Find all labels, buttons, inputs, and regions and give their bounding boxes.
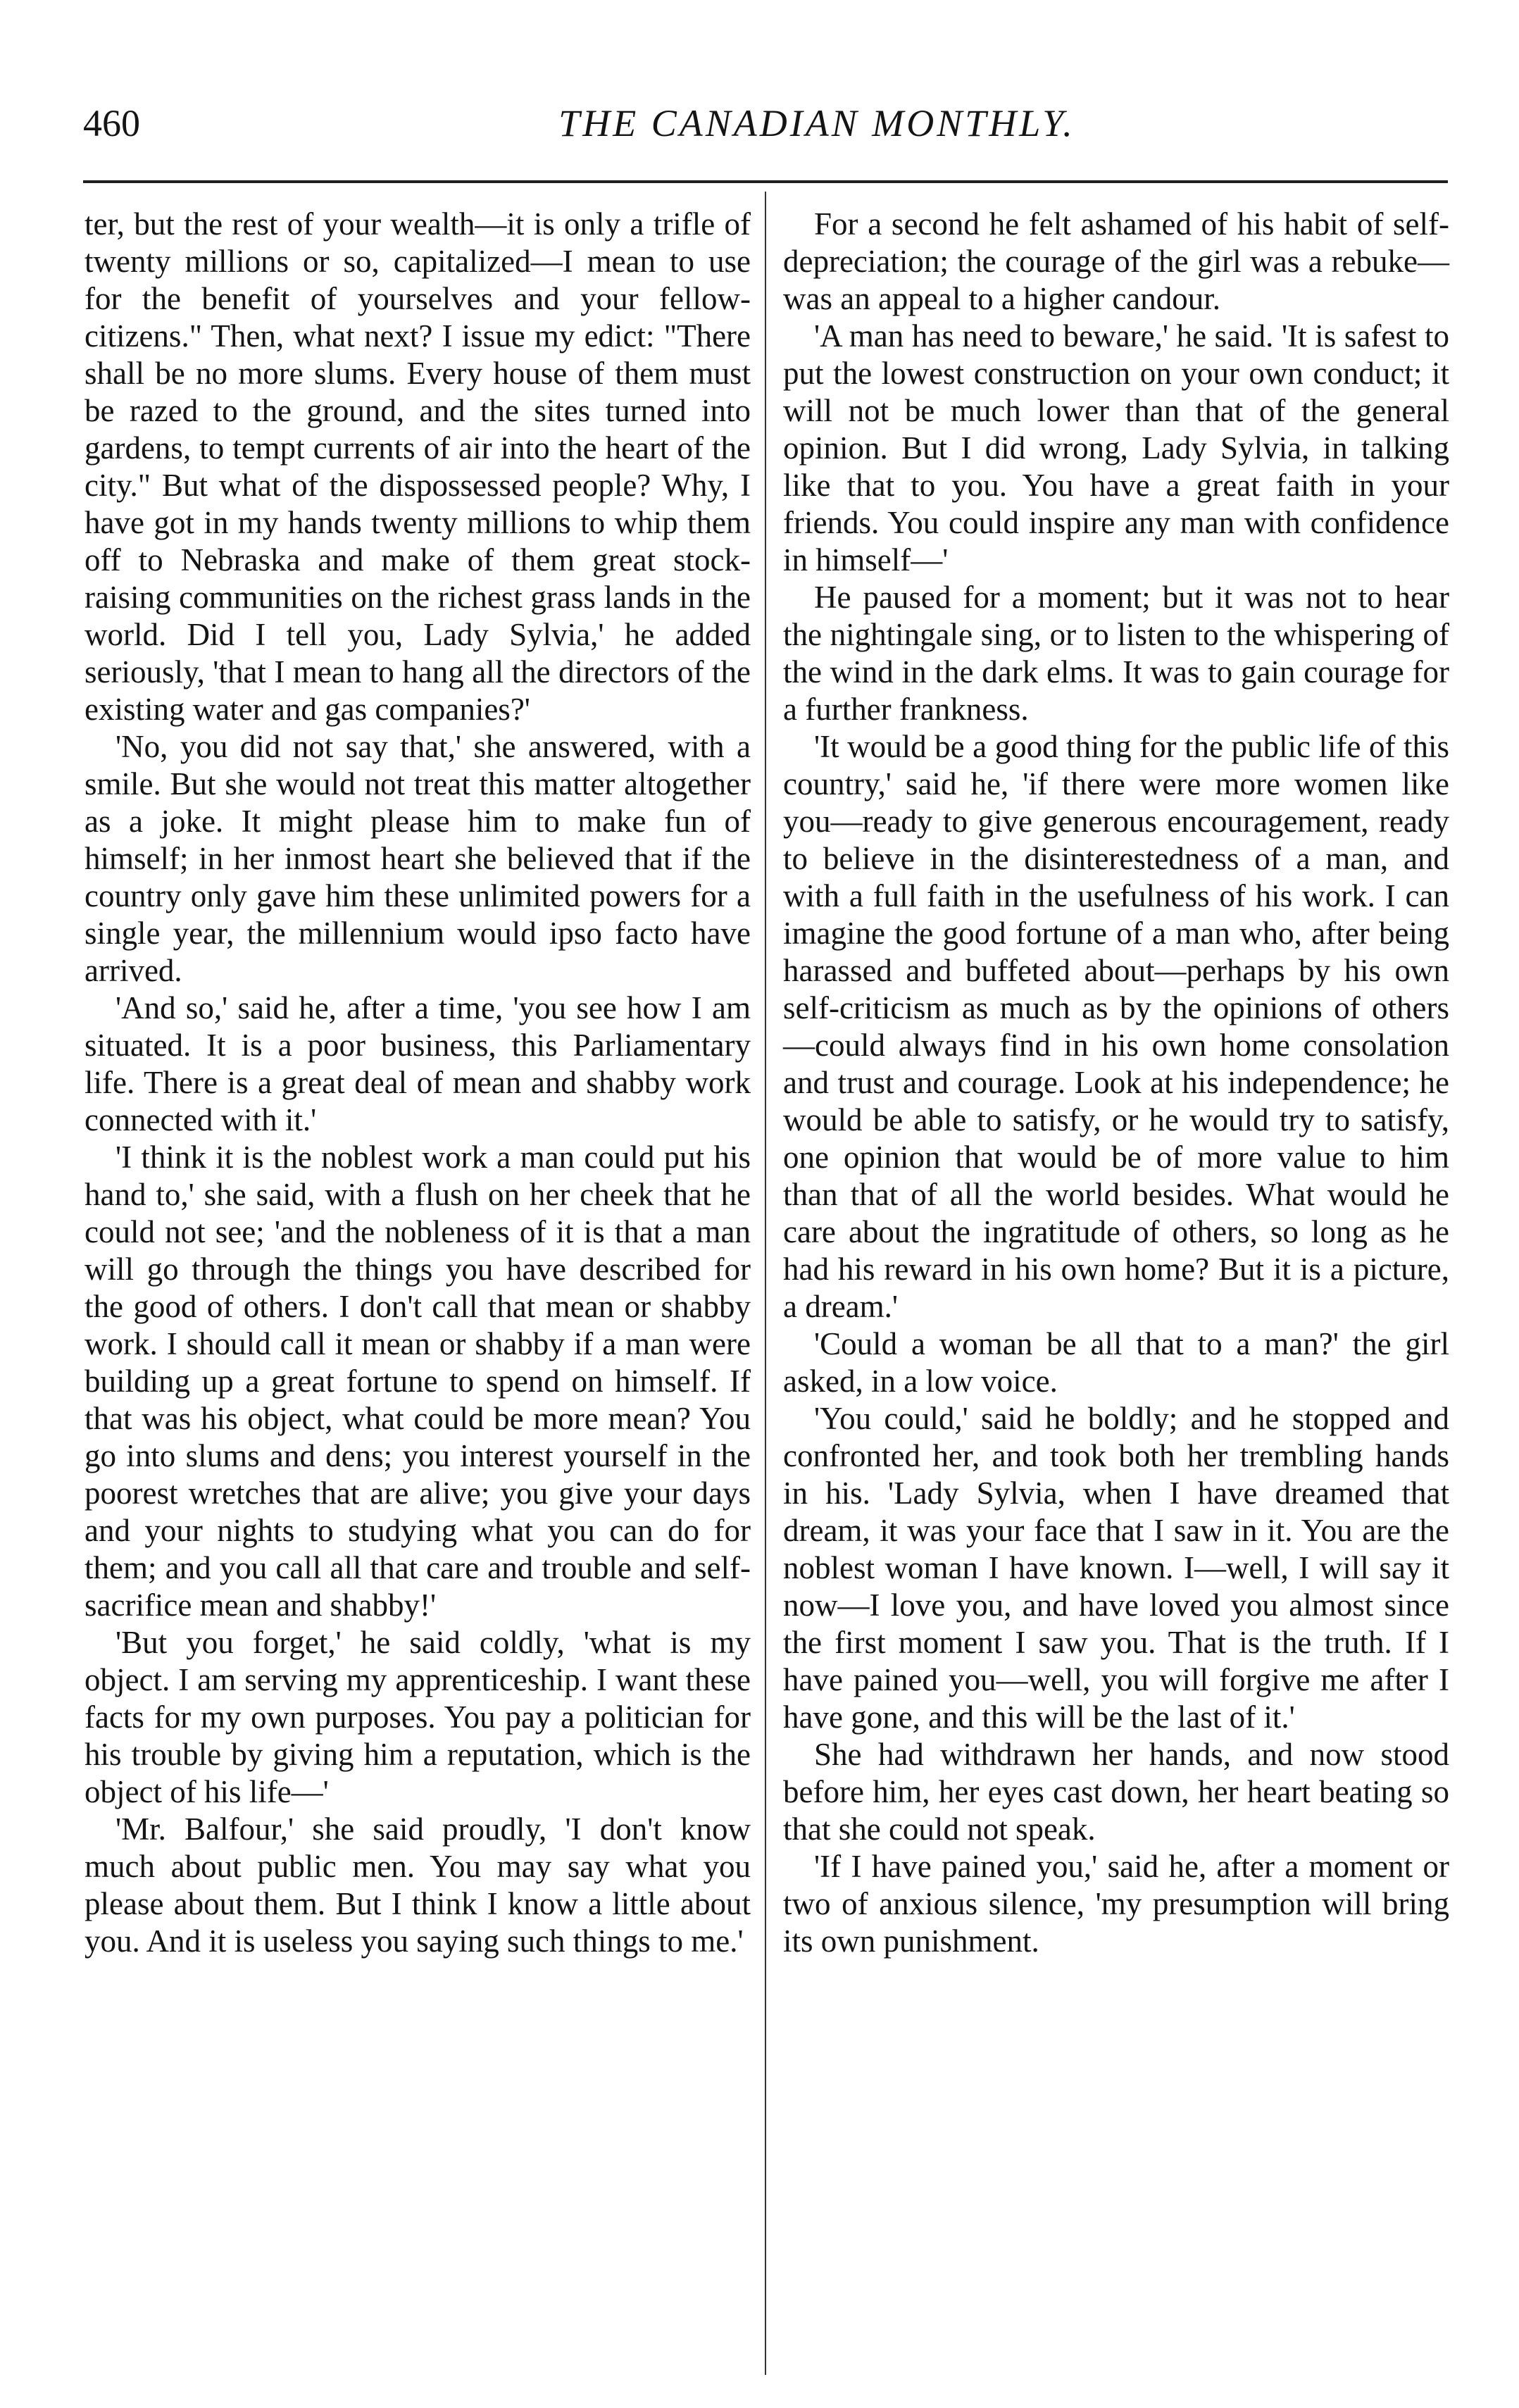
running-head: THE CANADIAN MONTHLY. [558,102,1075,144]
column-rule [765,192,766,2375]
left-column [85,206,751,1960]
paragraph: He paused for a moment; but it was not to hear the nightingale sing, or to listen to the whispering of the wind in the dark elms. It was to gain courage for a further frankness. [783,580,1449,727]
paragraph: 'Could a woman be all that to a man?' the girl asked, in a low voice. [783,1326,1449,1399]
paragraph: 'And so,' said he, after a time, 'you see how I am situated. It is a poor business, this Parliamentary life. There is a great deal of mean and shabby work connected with it.' [85,990,751,1137]
paragraph: She had withdrawn her hands, and now stood before him, her eyes cast down, her heart beating so that she could not speak. [783,1737,1449,1847]
header-rule [83,180,1448,183]
paragraph: 'I think it is the noblest work a man could put his hand to,' she said, with a flush on her cheek that he could not see; 'and the nobleness of it is that a man will go through the things you have described for the good of others. I don't call that mean or shabby work. I should call it mean or shabby if a man were building up a great fortune to spend on himself. If that was his object, what could be more mean? You go into slums and dens; you interest yourself in the poorest wretches that are alive; you give your days and your nights to studying what you can do for them; and you call all that care and trouble and self-sacrifice mean and shabby!' [85,1140,751,1623]
paragraph: 'A man has need to beware,' he said. 'It is safest to put the lowest construction on your own conduct; it will not be much lower than that of the general opinion. But I did wrong, Lady Sylvia, in talking like that to you. You have a great faith in your friends. You could inspire any man with confidence in himself—' [783,318,1449,578]
paragraph: 'It would be a good thing for the public life of this country,' said he, 'if there were more women like you—ready to give generous encouragement, ready to believe in the disinterestedness of a man, and with a full faith in the usefulness of his work. I can imagine the good fortune of a man who, after being harassed and buffeted about—perhaps by his own self-criticism as much as by the opinions of others—could always find in his own home consolation and trust and courage. Look at his independence; he would be able to satisfy, or he would try to satisfy, one opinion that would be of more value to him than that of all the world besides. What would he care about the ingratitude of others, so long as he had his reward in his own home? But it is a picture, a dream.' [783,729,1449,1324]
paragraph: 'No, you did not say that,' she answered, with a smile. But she would not treat this matter altogether as a joke. It might please him to make fun of himself; in her inmost heart she believed that if the country only gave him these unlimited powers for a single year, the millennium would ipso facto have arrived. [85,729,751,988]
paragraph: 'But you forget,' he said coldly, 'what is my object. I am serving my apprenticeship. I want these facts for my own purposes. You pay a politician for his trouble by giving him a reputation, which is the object of his life—' [85,1625,751,1809]
paragraph: ter, but the rest of your wealth—it is only a trifle of twenty millions or so, capitalized—I mean to use for the benefit of yourselves and your fellow-citizens." Then, what next? I issue my edict: "There shall be no more slums. Every house of them must be razed to the ground, and the sites turned into gardens, to tempt currents of air into the heart of the city." But what of the dispossessed people? Why, I have got in my hands twenty millions to whip them off to Nebraska and make of them great stock-raising communities on the richest grass lands in the world. Did I tell you, Lady Sylvia,' he added seriously, 'that I mean to hang all the directors of the existing water and gas companies?' [85,206,751,727]
paragraph: 'If I have pained you,' said he, after a moment or two of anxious silence, 'my presumption will bring its own punishment. [783,1849,1449,1959]
paragraph: For a second he felt ashamed of his habit of self-depreciation; the courage of the girl was a rebuke—was an appeal to a higher candour. [783,206,1449,316]
page-number: 460 [83,102,140,144]
paragraph: 'You could,' said he boldly; and he stopped and confronted her, and took both her trembling hands in his. 'Lady Sylvia, when I have dreamed that dream, it was your face that I saw in it. You are the noblest woman I have known. I—well, I will say it now—I love you, and have loved you almost since the first moment I saw you. That is the truth. If I have pained you—well, you will forgive me after I have gone, and this will be the last of it.' [783,1401,1449,1735]
right-column [783,206,1449,1960]
paragraph: 'Mr. Balfour,' she said proudly, 'I don't know much about public men. You may say what you please about them. But I think I know a little about you. And it is useless you saying such things to me.' [85,1811,751,1959]
